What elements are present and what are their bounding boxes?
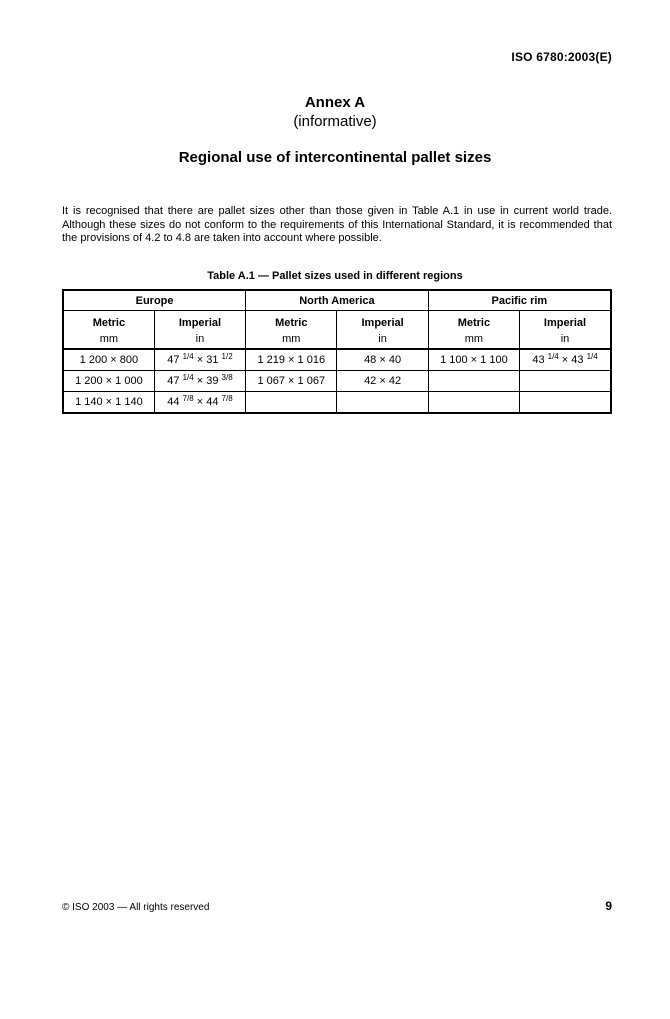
table-cell: 44 $^{7/8}$ × 44 $^{7/8}$ <box>154 392 245 414</box>
region-header: Europe <box>63 290 246 311</box>
fraction-superscript: 3/8 <box>221 373 233 383</box>
table-cell: 1 219 × 1 016 <box>246 349 337 371</box>
table-cell: 1 140 × 1 140 <box>63 392 154 414</box>
page-number: 9 <box>605 899 612 913</box>
table-cell <box>246 392 337 414</box>
table-cell: 43 $^{1/4}$ × 43 $^{1/4}$ <box>520 349 611 371</box>
column-unit: mm <box>282 332 301 345</box>
table-cell: 47 $^{1/4}$ × 31 $^{1/2}$ <box>154 349 245 371</box>
region-header: Pacific rim <box>428 290 611 311</box>
pallet-sizes-table <box>62 289 612 414</box>
column-header <box>428 311 519 350</box>
fraction-superscript: 1/4 <box>547 352 559 362</box>
table-cell <box>337 392 428 414</box>
column-label: Imperial <box>543 316 587 329</box>
column-header <box>63 311 154 350</box>
section-title: Regional use of intercontinental pallet sizes <box>178 149 492 166</box>
fraction-superscript: 1/4 <box>586 352 598 362</box>
column-header <box>337 311 428 350</box>
fraction-superscript: 1/4 <box>182 352 194 362</box>
table-cell <box>428 392 519 414</box>
column-header <box>246 311 337 350</box>
column-unit: in <box>378 332 387 345</box>
page-footer <box>62 899 612 913</box>
table-cell: 1 100 × 1 100 <box>428 349 519 371</box>
table-cell: 48 × 40 <box>337 349 428 371</box>
document-reference-header: ISO 6780:2003(E) <box>511 50 612 64</box>
table-cell: 42 × 42 <box>337 371 428 392</box>
table-cell: 1 067 × 1 067 <box>246 371 337 392</box>
annex-title: Annex A <box>304 94 366 111</box>
annex-title-block <box>0 93 670 131</box>
fraction-superscript: 1/4 <box>182 373 194 383</box>
column-label: Imperial <box>178 316 222 329</box>
table-cell <box>428 371 519 392</box>
column-label: Metric <box>275 316 308 329</box>
table-cell: 1 200 × 800 <box>63 349 154 371</box>
column-header <box>520 311 611 350</box>
table-cell: 47 $^{1/4}$ × 39 $^{3/8}$ <box>154 371 245 392</box>
fraction-superscript: 7/8 <box>221 394 233 404</box>
fraction-superscript: 7/8 <box>182 394 194 404</box>
table-caption: Table A.1 — Pallet sizes used in different regions <box>207 270 463 282</box>
column-label: Metric <box>457 316 491 329</box>
column-header <box>154 311 245 350</box>
table-row <box>63 371 611 392</box>
annex-subtitle: (informative) <box>293 113 377 130</box>
column-label: Metric <box>92 316 126 329</box>
fraction-superscript: 1/2 <box>221 352 233 362</box>
table-cell: 1 200 × 1 000 <box>63 371 154 392</box>
column-unit: in <box>195 332 205 345</box>
table-row <box>63 349 611 371</box>
table-row <box>63 392 611 414</box>
column-unit: mm <box>464 332 484 345</box>
region-header: North America <box>246 290 429 311</box>
body-paragraph: It is recognised that there are pallet sizes other than those given in Table A.1 in use in current world trade. Although these sizes do not conform to the requirements of this International Standard, it is recommended that the provisions of 4.2 to 4.8 are taken into account where possible. <box>62 205 612 244</box>
column-label: Imperial <box>361 316 404 329</box>
column-unit: in <box>560 332 570 345</box>
column-unit: mm <box>99 332 119 345</box>
table-cell <box>520 371 611 392</box>
table-cell <box>520 392 611 414</box>
copyright-notice: © ISO 2003 — All rights reserved <box>62 902 210 913</box>
table-header <box>63 290 611 349</box>
table-body <box>63 349 611 413</box>
